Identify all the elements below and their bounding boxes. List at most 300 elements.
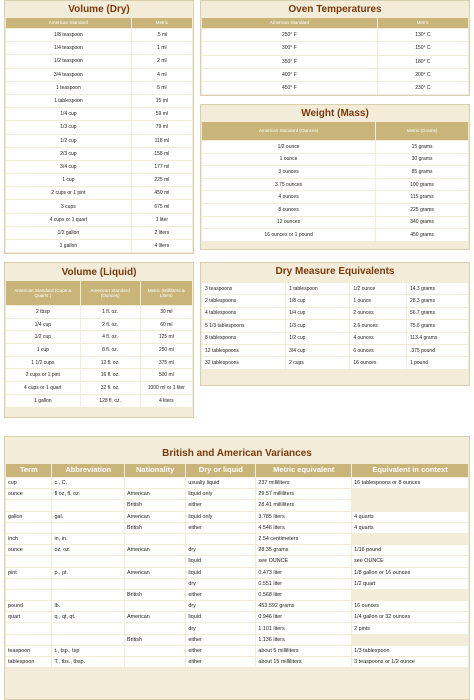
table-row: [6, 344, 192, 356]
column-header: Nationality: [125, 464, 185, 477]
table-cell: 450 grams: [376, 229, 468, 241]
table-cell: [125, 646, 185, 656]
table-row: [6, 601, 468, 611]
table-cell: [352, 635, 468, 645]
table-cell: 4 liters: [132, 240, 192, 252]
table-cell: American: [125, 545, 185, 555]
table-cell: 230° C: [378, 82, 468, 94]
header-row: [202, 18, 468, 28]
table-cell: tablespoon: [6, 657, 51, 667]
table-cell: 130° C: [378, 29, 468, 41]
table-cell: 12 ounces: [202, 217, 375, 229]
table-row: [202, 357, 468, 368]
table-cell: 1/2 cup: [286, 333, 349, 344]
weight-mass-title: Weight (Mass): [301, 108, 369, 119]
table-cell: 1/2 teaspoon: [6, 55, 131, 67]
table-row: [202, 333, 468, 344]
table-cell: 1 ounce: [350, 295, 406, 306]
table-cell: dry: [186, 545, 255, 555]
table-cell: dry: [186, 623, 255, 633]
table-cell: 59 ml: [132, 108, 192, 120]
table-cell: 30 grams: [376, 154, 468, 166]
volume-liquid-title: Volume (Liquid): [61, 267, 137, 278]
table-cell: t., tsp., tsp: [52, 646, 124, 656]
table-row: [6, 612, 468, 622]
table-cell: 500 ml: [141, 369, 192, 381]
british-american-title: British and American Variances: [162, 448, 312, 459]
table-cell: 250° F: [202, 29, 377, 41]
table-cell: [125, 579, 185, 589]
table-cell: 4 quarts: [352, 523, 468, 533]
volume-dry-panel: [4, 0, 194, 254]
table-row: [6, 357, 192, 369]
table-cell: American: [125, 489, 185, 499]
table-cell: 350° F: [202, 56, 377, 68]
table-cell: 32 fl. oz.: [81, 382, 140, 394]
table-cell: [6, 623, 51, 633]
table-row: [202, 283, 468, 294]
table-cell: in, in.: [52, 534, 124, 544]
table-cell: 3.75 ounces: [202, 179, 375, 191]
table-row: [6, 623, 468, 633]
table-cell: 1000 ml or 1 liter: [141, 382, 192, 394]
table-cell: dry: [186, 601, 255, 611]
table-cell: 3/4 cup: [6, 161, 131, 173]
table-row: [6, 187, 192, 199]
table-cell: [6, 523, 51, 533]
table-row: [6, 489, 468, 499]
table-cell: [6, 500, 51, 510]
table-cell: [6, 579, 51, 589]
table-cell: 128 fl. oz.: [81, 395, 140, 407]
table-cell: American: [125, 612, 185, 622]
table-cell: 250 ml: [141, 344, 192, 356]
table-cell: liquid: [186, 556, 255, 566]
table-cell: 177 ml: [132, 161, 192, 173]
table-cell: 1.136 liters: [256, 635, 351, 645]
table-cell: 237 milliliters: [256, 478, 351, 488]
column-header: American Standard: [202, 18, 377, 28]
table-cell: fl oz, fl. oz.: [52, 489, 124, 499]
table-cell: T., tbs., tbsp.: [52, 657, 124, 667]
table-cell: American: [125, 568, 185, 578]
british-american-panel: [4, 436, 470, 700]
table-cell: [125, 601, 185, 611]
table-cell: 1/4 cup: [286, 308, 349, 319]
table-cell: 2 ounces: [350, 308, 406, 319]
table-cell: 16 ounces: [350, 357, 406, 368]
table-cell: 14.3 grams: [407, 283, 468, 294]
table-cell: 1 cup: [6, 174, 131, 186]
table-cell: pound: [6, 601, 51, 611]
table-cell: 4 ounces: [202, 191, 375, 203]
table-cell: 115 grams: [376, 191, 468, 203]
table-row: [202, 69, 468, 81]
table-cell: either: [186, 590, 255, 600]
table-cell: 0.946 liter: [256, 612, 351, 622]
oven-temperatures-table: [201, 17, 469, 95]
table-cell: 3 teaspoons or 1/2 ounce: [352, 657, 468, 667]
table-row: [6, 657, 468, 667]
table-cell: 3 teaspoons: [202, 283, 285, 294]
volume-dry-table: [5, 17, 193, 253]
weight-mass-table: [201, 121, 469, 242]
table-row: [202, 204, 468, 216]
table-cell: 4 fl. oz.: [81, 331, 140, 343]
table-cell: either: [186, 523, 255, 533]
column-header: Term: [6, 464, 51, 477]
table-cell: about 5 milliliters: [256, 646, 351, 656]
table-cell: 4.546 liters: [256, 523, 351, 533]
table-row: [202, 345, 468, 356]
table-row: [6, 319, 192, 331]
table-cell: 1 ml: [132, 42, 192, 54]
table-cell: [352, 590, 468, 600]
table-cell: 79 ml: [132, 121, 192, 133]
table-cell: 1/4 gallon or 32 ounces: [352, 612, 468, 622]
table-cell: .375 pound: [407, 345, 468, 356]
table-cell: 32 tablespoons: [202, 357, 285, 368]
table-row: [202, 308, 468, 319]
table-row: [6, 200, 192, 212]
table-cell: 1/3 cup: [286, 320, 349, 331]
table-cell: either: [186, 657, 255, 667]
table-cell: 4 cups or 1 quart: [6, 382, 80, 394]
table-cell: 4 ml: [132, 69, 192, 81]
table-cell: teaspoon: [6, 646, 51, 656]
table-cell: 1/3 tablespoon: [352, 646, 468, 656]
table-cell: British: [125, 590, 185, 600]
table-row: [6, 579, 468, 589]
table-cell: 28.35 grams: [256, 545, 351, 555]
table-row: [6, 382, 192, 394]
table-cell: 4 tablespoons: [202, 308, 285, 319]
table-row: [6, 568, 468, 578]
table-cell: .5 ml: [132, 29, 192, 41]
table-cell: 30 ml: [141, 306, 192, 318]
table-cell: [52, 579, 124, 589]
table-cell: 1/4 cup: [6, 319, 80, 331]
column-header: Equivalent in context: [352, 464, 468, 477]
table-cell: 2 cups: [286, 357, 349, 368]
table-row: [202, 295, 468, 306]
table-cell: 1 fl. oz.: [81, 306, 140, 318]
column-header: Metric: [378, 18, 468, 28]
volume-liquid-panel: [4, 262, 194, 418]
table-cell: 8 fl. oz.: [81, 344, 140, 356]
column-header: Metric equivalent: [256, 464, 351, 477]
table-cell: 3.785 liters: [256, 512, 351, 522]
table-cell: [352, 534, 468, 544]
table-cell: dry: [186, 579, 255, 589]
table-cell: liquid: [186, 612, 255, 622]
table-cell: 150° C: [378, 42, 468, 54]
table-cell: p., pt.: [52, 568, 124, 578]
table-row: [6, 121, 192, 133]
table-cell: 3 ounces: [202, 166, 375, 178]
table-cell: 2 ml: [132, 55, 192, 67]
table-cell: 1/8 teaspoon: [6, 29, 131, 41]
dry-measure-table: [201, 282, 469, 370]
table-cell: inch: [6, 534, 51, 544]
table-cell: [52, 635, 124, 645]
column-header: Abbreviation: [52, 464, 124, 477]
table-row: [202, 191, 468, 203]
table-cell: gallon: [6, 512, 51, 522]
table-row: [6, 500, 468, 510]
table-cell: 225 grams: [376, 204, 468, 216]
table-cell: either: [186, 646, 255, 656]
table-cell: British: [125, 635, 185, 645]
table-row: [6, 556, 468, 566]
table-cell: 125 ml: [141, 331, 192, 343]
table-cell: [6, 556, 51, 566]
column-header: Dry or liquid: [186, 464, 255, 477]
table-cell: see OUNCE: [256, 556, 351, 566]
table-cell: 4 cups or 1 quart: [6, 214, 131, 226]
table-cell: 113.4 grams: [407, 333, 468, 344]
table-cell: 118 ml: [132, 135, 192, 147]
table-cell: 340 grams: [376, 217, 468, 229]
table-row: [6, 69, 192, 81]
table-cell: 16 ounces: [352, 601, 468, 611]
table-cell: 1.101 liters: [256, 623, 351, 633]
table-row: [6, 635, 468, 645]
header-row: [6, 281, 192, 305]
header-row: [6, 464, 468, 477]
column-header: American Standard: [6, 18, 131, 28]
table-cell: 0.473 liter: [256, 568, 351, 578]
table-cell: 400° F: [202, 69, 377, 81]
table-cell: 1 pound: [407, 357, 468, 368]
table-cell: 200° C: [378, 69, 468, 81]
table-cell: 1/4 teaspoon: [6, 42, 131, 54]
volume-liquid-table: [5, 280, 193, 408]
table-cell: cup: [6, 478, 51, 488]
column-header: American Standard (Ounces): [81, 281, 140, 305]
table-cell: 1 liter: [132, 214, 192, 226]
table-cell: liquid: [186, 568, 255, 578]
table-cell: 1/16 pound: [352, 545, 468, 555]
table-cell: 60 ml: [141, 319, 192, 331]
column-header: American Standard (Ounces): [202, 122, 375, 140]
table-cell: 15 ml: [132, 95, 192, 107]
oven-temperatures-title: Oven Temperatures: [288, 4, 382, 15]
table-cell: [352, 500, 468, 510]
table-cell: [52, 590, 124, 600]
table-cell: 300° F: [202, 42, 377, 54]
table-cell: 28.3 grams: [407, 295, 468, 306]
table-cell: 2 cups or 1 pint: [6, 187, 131, 199]
table-cell: [125, 478, 185, 488]
volume-dry-title: Volume (Dry): [68, 4, 130, 15]
table-cell: pint: [6, 568, 51, 578]
dry-measure-panel: [200, 262, 470, 386]
table-cell: usually liquid: [186, 478, 255, 488]
table-row: [6, 240, 192, 252]
table-row: [6, 478, 468, 488]
table-cell: 4 ounces: [350, 333, 406, 344]
table-cell: about 15 milliliters: [256, 657, 351, 667]
table-row: [6, 29, 192, 41]
dry-measure-title: Dry Measure Equivalents: [275, 266, 395, 277]
table-cell: 2 pints: [352, 623, 468, 633]
table-cell: 453.592 grams: [256, 601, 351, 611]
table-cell: British: [125, 500, 185, 510]
table-cell: liquid only: [186, 489, 255, 499]
table-cell: 3/4 teaspoon: [6, 69, 131, 81]
table-cell: oz, oz.: [52, 545, 124, 555]
table-cell: 1 ounce: [202, 154, 375, 166]
table-row: [6, 545, 468, 555]
weight-mass-panel: [200, 104, 470, 250]
table-cell: 6 ounces: [350, 345, 406, 356]
table-cell: 1 cup: [6, 344, 80, 356]
table-cell: 5 ml: [132, 82, 192, 94]
table-cell: 2 tbsp: [6, 306, 80, 318]
table-cell: 1/2 cup: [6, 135, 131, 147]
table-cell: 0.551 liter: [256, 579, 351, 589]
table-cell: 158 ml: [132, 148, 192, 160]
table-cell: 29.57 milliliters: [256, 489, 351, 499]
table-cell: 1 tablespoon: [6, 95, 131, 107]
table-cell: [352, 489, 468, 499]
table-cell: 3/4 cup: [286, 345, 349, 356]
table-cell: 450° F: [202, 82, 377, 94]
table-row: [202, 82, 468, 94]
column-header: American Standard (Cups & Quarts ): [6, 281, 80, 305]
table-cell: 1/8 cup: [286, 295, 349, 306]
table-row: [6, 174, 192, 186]
table-cell: 56.7 grams: [407, 308, 468, 319]
table-cell: [125, 556, 185, 566]
table-cell: [52, 556, 124, 566]
table-cell: ounce: [6, 489, 51, 499]
table-cell: 375 ml: [141, 357, 192, 369]
table-row: [6, 534, 468, 544]
table-cell: [52, 623, 124, 633]
table-cell: British: [125, 523, 185, 533]
table-cell: 1/2 quart: [352, 579, 468, 589]
table-cell: 28.41 milliliters: [256, 500, 351, 510]
table-cell: [6, 635, 51, 645]
table-cell: 12 tablespoons: [202, 345, 285, 356]
table-row: [6, 161, 192, 173]
table-row: [6, 42, 192, 54]
table-cell: 1/2 ounce: [202, 141, 375, 153]
table-row: [6, 227, 192, 239]
table-cell: 1/3 cup: [6, 121, 131, 133]
table-row: [6, 306, 192, 318]
table-cell: 180° C: [378, 56, 468, 68]
table-cell: 1/8 gallon or 16 ounces: [352, 568, 468, 578]
table-row: [6, 135, 192, 147]
table-cell: 3 cups: [6, 200, 131, 212]
table-cell: 2 tablespoons: [202, 295, 285, 306]
table-cell: 16 tablespoons or 8 ounces: [352, 478, 468, 488]
table-cell: [125, 623, 185, 633]
table-cell: q., qt, qt.: [52, 612, 124, 622]
table-cell: 8 ounces: [202, 204, 375, 216]
column-header: Metric (Milliliters & Liters): [141, 281, 192, 305]
table-cell: 100 grams: [376, 179, 468, 191]
table-cell: 2 cups or 1 pint: [6, 369, 80, 381]
table-row: [6, 369, 192, 381]
table-cell: 0.568 liter: [256, 590, 351, 600]
table-cell: [125, 534, 185, 544]
table-cell: 2.6 ounces: [350, 320, 406, 331]
table-cell: quart: [6, 612, 51, 622]
table-row: [202, 141, 468, 153]
table-row: [6, 95, 192, 107]
table-cell: [186, 534, 255, 544]
table-row: [202, 217, 468, 229]
table-row: [6, 646, 468, 656]
table-cell: 12 fl. oz.: [81, 357, 140, 369]
table-cell: either: [186, 500, 255, 510]
table-cell: 4 liters: [141, 395, 192, 407]
table-cell: 1/2 ounce: [350, 283, 406, 294]
table-cell: liquid only: [186, 512, 255, 522]
table-cell: [125, 657, 185, 667]
british-american-table: [5, 463, 469, 668]
table-cell: 85 grams: [376, 166, 468, 178]
table-cell: 2 liters: [132, 227, 192, 239]
table-cell: 1 1/2 cups: [6, 357, 80, 369]
column-header: Metric (Grams): [376, 122, 468, 140]
table-cell: 675 ml: [132, 200, 192, 212]
table-cell: gal.: [52, 512, 124, 522]
table-row: [202, 229, 468, 241]
table-cell: 1 gallon: [6, 395, 80, 407]
table-cell: 1/2 cup: [6, 331, 80, 343]
table-cell: 1 tablespoon: [286, 283, 349, 294]
header-row: [6, 18, 192, 28]
table-cell: 5 1/3 tablespoons: [202, 320, 285, 331]
table-cell: American: [125, 512, 185, 522]
table-cell: 8 tablespoons: [202, 333, 285, 344]
table-row: [6, 331, 192, 343]
table-cell: 2 fl. oz.: [81, 319, 140, 331]
table-cell: 1 teaspoon: [6, 82, 131, 94]
table-row: [6, 148, 192, 160]
table-row: [6, 523, 468, 533]
table-cell: 2/3 cup: [6, 148, 131, 160]
table-cell: 2.54 centimeters: [256, 534, 351, 544]
table-cell: ounce: [6, 545, 51, 555]
table-row: [6, 395, 192, 407]
table-row: [6, 590, 468, 600]
table-cell: 4 quarts: [352, 512, 468, 522]
header-row: [202, 122, 468, 140]
table-row: [202, 179, 468, 191]
table-row: [6, 108, 192, 120]
table-cell: lb.: [52, 601, 124, 611]
table-cell: 1/2 gallon: [6, 227, 131, 239]
table-row: [202, 166, 468, 178]
table-cell: 16 ounces or 1 pound: [202, 229, 375, 241]
table-cell: either: [186, 635, 255, 645]
table-row: [202, 320, 468, 331]
table-cell: 1/4 cup: [6, 108, 131, 120]
table-cell: 225 ml: [132, 174, 192, 186]
table-row: [202, 56, 468, 68]
table-cell: c., C.: [52, 478, 124, 488]
table-cell: 15 grams: [376, 141, 468, 153]
table-row: [202, 42, 468, 54]
table-cell: 16 fl. oz.: [81, 369, 140, 381]
table-cell: 75.6 grams: [407, 320, 468, 331]
